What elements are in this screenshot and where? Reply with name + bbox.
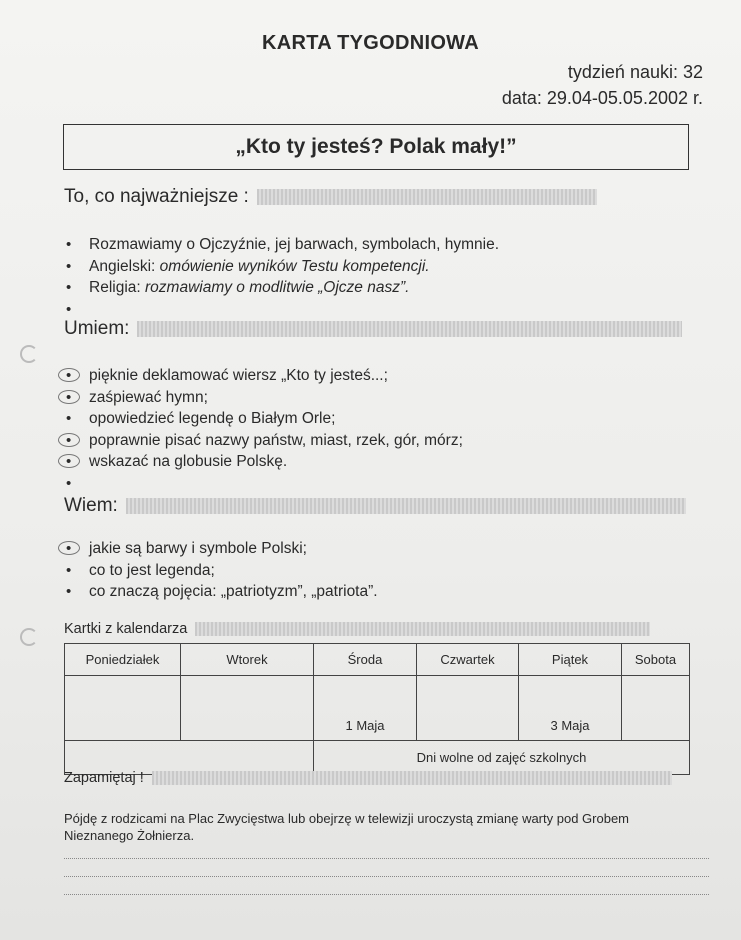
pencil-circle-mark	[58, 454, 80, 468]
section-heading-remember	[64, 770, 672, 786]
dotted-line	[64, 876, 709, 877]
list-item	[64, 451, 463, 473]
binder-hole	[20, 345, 38, 363]
day-header: Poniedziałek	[65, 644, 181, 676]
day-header: Piątek	[519, 644, 622, 676]
list-item-emphasis: omówienie wyników Testu kompetencji.	[159, 257, 430, 275]
heading-shade-bar	[137, 321, 682, 337]
date-range: data: 29.04-05.05.2002 r.	[501, 88, 703, 108]
main-list	[64, 234, 499, 320]
list-item-text: opowiedzieć legendę o Białym Orle;	[89, 410, 336, 427]
list-item-text: co to jest legenda;	[89, 561, 215, 579]
umiem-list	[64, 365, 463, 494]
list-item-text: Rozmawiamy o Ojczyźnie, jej barwach, symbolach, hymnie.	[89, 236, 500, 253]
list-item	[64, 234, 499, 256]
section-heading-main-label: To, co najważniejsze :	[64, 186, 249, 207]
binder-hole	[20, 628, 38, 646]
list-item-emphasis: rozmawiamy o modlitwie „Ojcze nasz”.	[145, 279, 410, 296]
list-item	[64, 277, 499, 299]
day-header: Sobota	[622, 644, 690, 676]
topic-banner: „Kto ty jesteś? Polak mały!”	[63, 124, 689, 170]
list-item	[64, 560, 378, 582]
list-item	[64, 365, 463, 387]
pencil-circle-mark	[58, 390, 80, 404]
week-number: tydzień nauki: 32	[567, 62, 703, 82]
section-heading-remember-label: Zapamiętaj !	[64, 770, 144, 786]
list-item-text: jakie są barwy i symbole Polski;	[89, 540, 307, 557]
heading-shade-bar	[126, 498, 686, 514]
holiday-note: Dni wolne od zajęć szkolnych	[314, 741, 690, 775]
calendar-cell	[65, 676, 181, 741]
section-heading-wiem	[64, 495, 686, 517]
dotted-line	[64, 858, 709, 859]
calendar-cell: 1 Maja	[314, 676, 417, 741]
pencil-circle-mark	[58, 433, 80, 447]
wiem-list	[64, 538, 378, 603]
day-header: Czwartek	[417, 644, 519, 676]
section-heading-calendar	[64, 621, 650, 637]
list-item	[64, 430, 463, 452]
list-item	[64, 473, 463, 495]
calendar-table	[64, 643, 690, 775]
list-item	[64, 299, 499, 321]
list-item-text: wskazać na globusie Polskę.	[89, 453, 288, 470]
calendar-cell	[181, 676, 314, 741]
list-item-text: pięknie deklamować wiersz „Kto ty jesteś...;	[89, 367, 388, 384]
list-item-label: Religia:	[89, 279, 145, 296]
list-item	[64, 408, 463, 430]
section-heading-wiem-label: Wiem:	[64, 495, 118, 516]
list-item-text: zaśpiewać hymn;	[89, 388, 208, 406]
section-heading-calendar-label: Kartki z kalendarza	[64, 621, 188, 637]
section-heading-umiem-label: Umiem:	[64, 318, 130, 339]
heading-shade-bar	[257, 189, 597, 205]
calendar-cell: 3 Maja	[519, 676, 622, 741]
remember-text: Pójdę z rodzicami na Plac Zwycięstwa lub obejrzę w telewizji uroczystą zmianę warty pod Grobem Nieznanego Żołnierza.	[64, 811, 629, 843]
list-item	[64, 256, 499, 278]
list-item-text: co znaczą pojęcia: „patriotyzm”, „patriota”.	[89, 583, 378, 600]
dotted-line	[64, 894, 709, 895]
pencil-circle-mark	[58, 541, 80, 555]
heading-shade-bar	[152, 771, 672, 785]
calendar-cell	[622, 676, 690, 741]
list-item	[64, 387, 463, 409]
section-heading-main	[64, 186, 597, 208]
list-item-label: Angielski:	[89, 257, 160, 275]
day-header: Środa	[314, 644, 417, 676]
calendar-header-row	[65, 644, 690, 676]
list-item	[64, 538, 378, 560]
heading-shade-bar	[195, 622, 650, 636]
calendar-row	[65, 676, 690, 741]
list-item	[64, 581, 378, 603]
pencil-circle-mark	[58, 368, 80, 382]
calendar-cell	[417, 676, 519, 741]
list-item-text: poprawnie pisać nazwy państw, miast, rzek, gór, mórz;	[89, 431, 463, 449]
section-heading-umiem	[64, 318, 682, 340]
day-header: Wtorek	[181, 644, 314, 676]
page-title: KARTA TYGODNIOWA	[261, 32, 479, 54]
